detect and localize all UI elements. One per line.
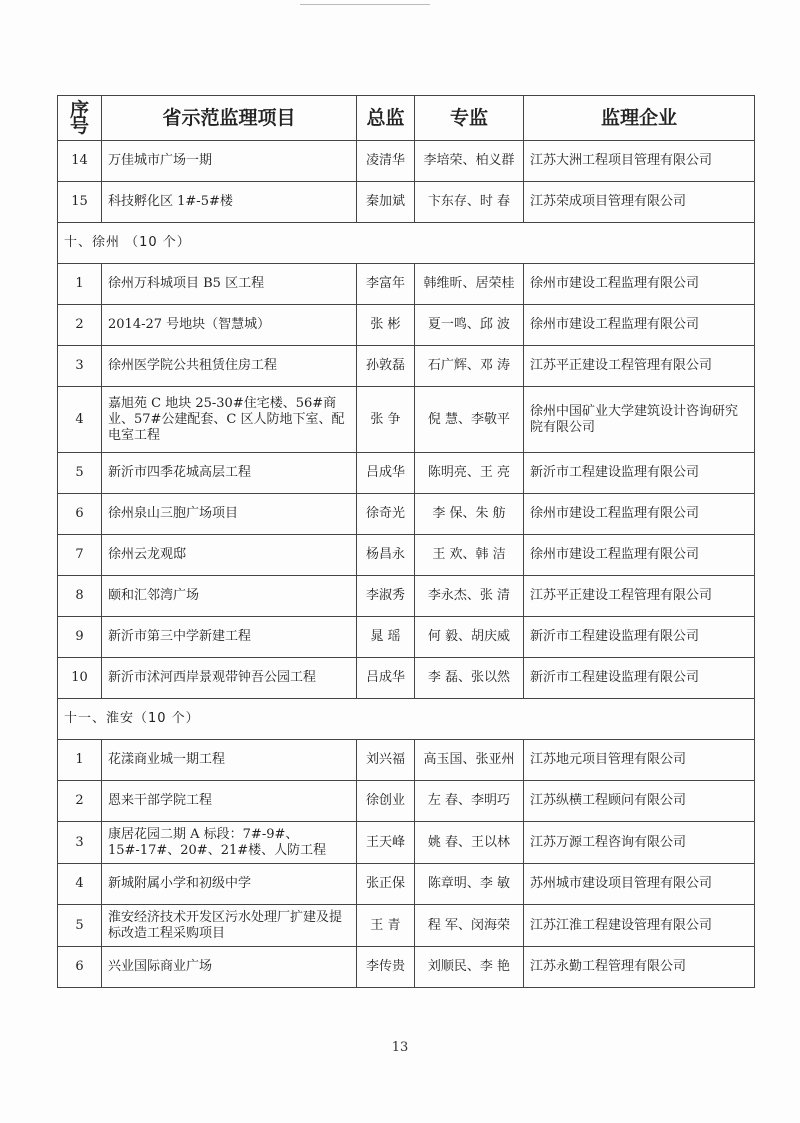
table-row bbox=[58, 905, 755, 947]
project-name: 恩来干部学院工程 bbox=[102, 781, 357, 822]
specialist-supervisors: 陈明亮、王 亮 bbox=[415, 453, 524, 494]
section-title: 十一、淮安（10 个） bbox=[58, 699, 755, 740]
specialist-supervisors: 姚 春、王以林 bbox=[415, 822, 524, 864]
table-row bbox=[58, 494, 755, 535]
row-number: 7 bbox=[58, 535, 102, 576]
table-row bbox=[58, 264, 755, 305]
specialist-supervisors: 李 保、朱 舫 bbox=[415, 494, 524, 535]
chief-supervisor: 张正保 bbox=[357, 864, 415, 905]
scan-artifact bbox=[300, 4, 430, 5]
row-number: 1 bbox=[58, 740, 102, 781]
chief-supervisor: 晁 瑶 bbox=[357, 617, 415, 658]
specialist-supervisors: 李培荣、柏义群 bbox=[415, 141, 524, 182]
row-number: 5 bbox=[58, 453, 102, 494]
chief-supervisor: 王天峰 bbox=[357, 822, 415, 864]
table-row bbox=[58, 947, 755, 988]
row-number: 6 bbox=[58, 947, 102, 988]
specialist-supervisors: 石广辉、邓 涛 bbox=[415, 346, 524, 387]
project-name: 2014-27 号地块（智慧城） bbox=[102, 305, 357, 346]
supervision-company: 江苏大洲工程项目管理有限公司 bbox=[524, 141, 755, 182]
header-company: 监理企业 bbox=[524, 96, 755, 141]
chief-supervisor: 吕成华 bbox=[357, 658, 415, 699]
supervision-company: 徐州中国矿业大学建筑设计咨询研究院有限公司 bbox=[524, 387, 755, 453]
row-number: 6 bbox=[58, 494, 102, 535]
table-row bbox=[58, 740, 755, 781]
project-name: 科技孵化区 1#-5#楼 bbox=[102, 182, 357, 223]
specialist-supervisors: 李 磊、张以然 bbox=[415, 658, 524, 699]
row-number: 2 bbox=[58, 305, 102, 346]
table-row bbox=[58, 658, 755, 699]
table-row bbox=[58, 781, 755, 822]
header-specialist: 专监 bbox=[415, 96, 524, 141]
supervision-company: 江苏地元项目管理有限公司 bbox=[524, 740, 755, 781]
row-number: 4 bbox=[58, 387, 102, 453]
supervision-company: 江苏平正建设工程管理有限公司 bbox=[524, 576, 755, 617]
supervision-company: 新沂市工程建设监理有限公司 bbox=[524, 453, 755, 494]
header-project: 省示范监理项目 bbox=[102, 96, 357, 141]
supervision-projects-table bbox=[57, 95, 755, 988]
row-number: 9 bbox=[58, 617, 102, 658]
specialist-supervisors: 高玉国、张亚州 bbox=[415, 740, 524, 781]
project-name: 徐州泉山三胞广场项目 bbox=[102, 494, 357, 535]
project-name: 兴业国际商业广场 bbox=[102, 947, 357, 988]
page-number: 13 bbox=[391, 1040, 409, 1055]
header-chief: 总监 bbox=[357, 96, 415, 141]
chief-supervisor: 秦加斌 bbox=[357, 182, 415, 223]
row-number: 14 bbox=[58, 141, 102, 182]
row-number: 4 bbox=[58, 864, 102, 905]
chief-supervisor: 刘兴福 bbox=[357, 740, 415, 781]
section-row bbox=[58, 699, 755, 740]
project-name: 徐州万科城项目 B5 区工程 bbox=[102, 264, 357, 305]
header-no: 序号 bbox=[58, 96, 102, 141]
supervision-company: 江苏平正建设工程管理有限公司 bbox=[524, 346, 755, 387]
supervision-company: 徐州市建设工程监理有限公司 bbox=[524, 264, 755, 305]
supervision-company: 江苏纵横工程顾问有限公司 bbox=[524, 781, 755, 822]
specialist-supervisors: 夏一鸣、邱 波 bbox=[415, 305, 524, 346]
supervision-company: 江苏江淮工程建设管理有限公司 bbox=[524, 905, 755, 947]
specialist-supervisors: 刘顺民、李 艳 bbox=[415, 947, 524, 988]
project-name: 新城附属小学和初级中学 bbox=[102, 864, 357, 905]
table-row bbox=[58, 453, 755, 494]
chief-supervisor: 徐奇光 bbox=[357, 494, 415, 535]
chief-supervisor: 吕成华 bbox=[357, 453, 415, 494]
supervision-company: 江苏万源工程咨询有限公司 bbox=[524, 822, 755, 864]
specialist-supervisors: 左 春、李明巧 bbox=[415, 781, 524, 822]
specialist-supervisors: 程 军、闵海荣 bbox=[415, 905, 524, 947]
supervision-company: 新沂市工程建设监理有限公司 bbox=[524, 658, 755, 699]
table-row bbox=[58, 864, 755, 905]
project-name: 新沂市四季花城高层工程 bbox=[102, 453, 357, 494]
specialist-supervisors: 王 欢、韩 洁 bbox=[415, 535, 524, 576]
chief-supervisor: 李淑秀 bbox=[357, 576, 415, 617]
row-number: 10 bbox=[58, 658, 102, 699]
chief-supervisor: 张 彬 bbox=[357, 305, 415, 346]
supervision-company: 徐州市建设工程监理有限公司 bbox=[524, 535, 755, 576]
specialist-supervisors: 何 毅、胡庆威 bbox=[415, 617, 524, 658]
section-title: 十、徐州 （10 个） bbox=[58, 223, 755, 264]
specialist-supervisors: 韩维昕、居荣桂 bbox=[415, 264, 524, 305]
project-name: 万佳城市广场一期 bbox=[102, 141, 357, 182]
project-name: 颐和汇邻湾广场 bbox=[102, 576, 357, 617]
table-body bbox=[58, 141, 755, 988]
table-row bbox=[58, 346, 755, 387]
table-row bbox=[58, 387, 755, 453]
specialist-supervisors: 卞东存、时 春 bbox=[415, 182, 524, 223]
supervision-company: 徐州市建设工程监理有限公司 bbox=[524, 305, 755, 346]
project-name: 新沂市沭河西岸景观带钟吾公园工程 bbox=[102, 658, 357, 699]
table-row bbox=[58, 822, 755, 864]
chief-supervisor: 孙敦磊 bbox=[357, 346, 415, 387]
row-number: 8 bbox=[58, 576, 102, 617]
supervision-company: 徐州市建设工程监理有限公司 bbox=[524, 494, 755, 535]
chief-supervisor: 李传贵 bbox=[357, 947, 415, 988]
table-row bbox=[58, 141, 755, 182]
project-name: 嘉旭苑 C 地块 25-30#住宅楼、56#商业、57#公建配套、C 区人防地下室、配电室工程 bbox=[102, 387, 357, 453]
project-name: 康居花园二期 A 标段：7#-9#、15#-17#、20#、21#楼、人防工程 bbox=[102, 822, 357, 864]
chief-supervisor: 徐创业 bbox=[357, 781, 415, 822]
chief-supervisor: 张 争 bbox=[357, 387, 415, 453]
specialist-supervisors: 李永杰、张 清 bbox=[415, 576, 524, 617]
row-number: 15 bbox=[58, 182, 102, 223]
project-name: 花漾商业城一期工程 bbox=[102, 740, 357, 781]
supervision-company: 苏州城市建设项目管理有限公司 bbox=[524, 864, 755, 905]
chief-supervisor: 杨昌永 bbox=[357, 535, 415, 576]
table-row bbox=[58, 576, 755, 617]
table-row bbox=[58, 535, 755, 576]
row-number: 3 bbox=[58, 822, 102, 864]
table-header-row bbox=[58, 96, 755, 141]
table-row bbox=[58, 617, 755, 658]
supervision-company: 新沂市工程建设监理有限公司 bbox=[524, 617, 755, 658]
table-row bbox=[58, 182, 755, 223]
chief-supervisor: 李富年 bbox=[357, 264, 415, 305]
chief-supervisor: 凌清华 bbox=[357, 141, 415, 182]
row-number: 5 bbox=[58, 905, 102, 947]
specialist-supervisors: 陈章明、李 敏 bbox=[415, 864, 524, 905]
project-name: 淮安经济技术开发区污水处理厂扩建及提标改造工程采购项目 bbox=[102, 905, 357, 947]
project-name: 徐州云龙观邸 bbox=[102, 535, 357, 576]
chief-supervisor: 王 青 bbox=[357, 905, 415, 947]
row-number: 1 bbox=[58, 264, 102, 305]
specialist-supervisors: 倪 慧、李敬平 bbox=[415, 387, 524, 453]
project-name: 徐州医学院公共租赁住房工程 bbox=[102, 346, 357, 387]
project-name: 新沂市第三中学新建工程 bbox=[102, 617, 357, 658]
row-number: 2 bbox=[58, 781, 102, 822]
supervision-company: 江苏荣成项目管理有限公司 bbox=[524, 182, 755, 223]
table-row bbox=[58, 305, 755, 346]
section-row bbox=[58, 223, 755, 264]
row-number: 3 bbox=[58, 346, 102, 387]
supervision-company: 江苏永勤工程管理有限公司 bbox=[524, 947, 755, 988]
